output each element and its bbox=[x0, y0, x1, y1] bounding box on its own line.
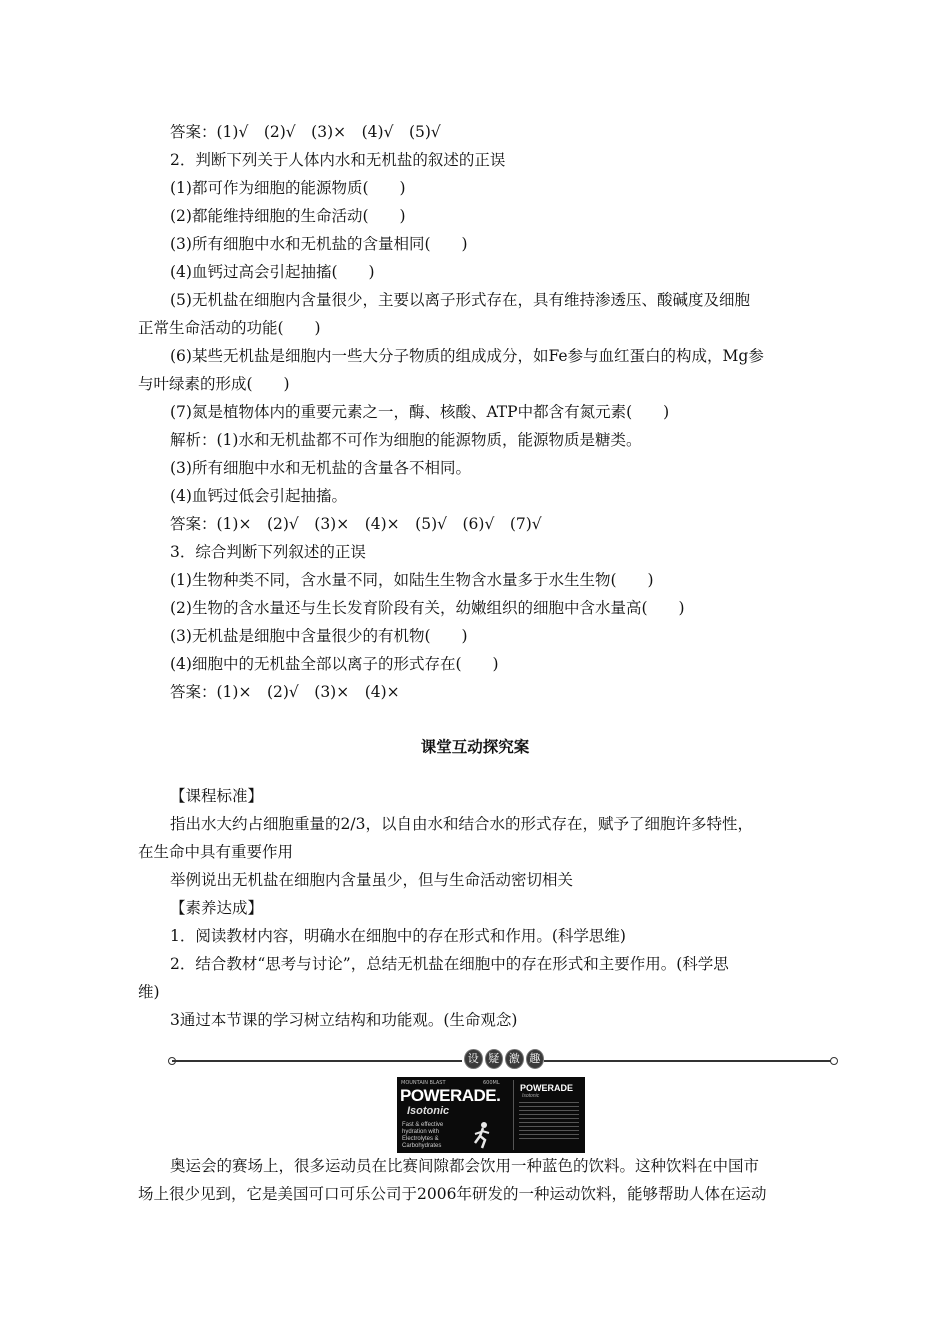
ad-subbrand: Isotonic bbox=[407, 1105, 450, 1117]
intro-paragraph-line-1: 奥运会的赛场上，很多运动员在比赛间隙都会饮用一种蓝色的饮料。这种饮料在中国市 bbox=[170, 1157, 760, 1175]
literacy-line-2: 2．结合教材“思考与讨论”，总结无机盐在细胞中的存在形式和主要作用。(科学思 bbox=[170, 955, 729, 973]
runner-icon bbox=[471, 1121, 493, 1149]
q2-item-7: (7)氮是植物体内的重要元素之一，酶、核酸、ATP中都含有氮元素( ) bbox=[170, 403, 670, 421]
literacy-line-1: 1．阅读教材内容，明确水在细胞中的存在形式和作用。(科学思维) bbox=[170, 927, 626, 945]
q3-item-1: (1)生物种类不同，含水量不同，如陆生生物含水量多于水生生物( ) bbox=[170, 571, 654, 589]
ad-panel-fineprint bbox=[519, 1102, 579, 1142]
banner-rule-right bbox=[544, 1060, 832, 1062]
ad-description: Fast & effective hydration with Electrolytes & Carbohydrates bbox=[402, 1122, 444, 1149]
section-banner bbox=[168, 1048, 840, 1072]
ad-panel-brand: POWERADE bbox=[520, 1083, 574, 1093]
q2-item-6-line2: 与叶绿素的形成( ) bbox=[138, 375, 290, 393]
q3-item-2: (2)生物的含水量还与生长发育阶段有关，幼嫩组织的细胞中含水量高( ) bbox=[170, 599, 685, 617]
banner-badges bbox=[464, 1049, 544, 1071]
q2-item-4: (4)血钙过高会引起抽搐( ) bbox=[170, 263, 375, 281]
question-2-title: 2．判断下列关于人体内水和无机盐的叙述的正误 bbox=[170, 151, 506, 169]
answer-line-2: 答案：(1)× (2)√ (3)× (4)× (5)√ (6)√ (7)√ bbox=[170, 515, 542, 533]
banner-char: 设 bbox=[464, 1049, 483, 1069]
q2-item-5-line1: (5)无机盐在细胞内含量很少，主要以离子形式存在，具有维持渗透压、酸碱度及细胞 bbox=[170, 291, 750, 309]
ad-panel-sub: Isotonic bbox=[522, 1093, 540, 1099]
section-heading: 课堂互动探究案 bbox=[420, 738, 530, 756]
ad-flavor-text: MOUNTAIN BLAST bbox=[401, 1080, 446, 1086]
q2-item-3: (3)所有细胞中水和无机盐的含量相同( ) bbox=[170, 235, 468, 253]
banner-char: 激 bbox=[505, 1049, 524, 1069]
standards-line-2: 在生命中具有重要作用 bbox=[138, 843, 294, 861]
q2-item-1: (1)都可作为细胞的能源物质( ) bbox=[170, 179, 406, 197]
q2-item-2: (2)都能维持细胞的生命活动( ) bbox=[170, 207, 406, 225]
intro-paragraph-line-2: 场上很少见到，它是美国可口可乐公司于2006年研发的一种运动饮料，能够帮助人体在运动 bbox=[138, 1185, 767, 1203]
literacy-line-3: 维) bbox=[138, 983, 160, 1001]
standards-line-3: 举例说出无机盐在细胞内含量虽少，但与生命活动密切相关 bbox=[170, 871, 574, 889]
powerade-product-image bbox=[397, 1077, 585, 1153]
q2-item-6-line1: (6)某些无机盐是细胞内一些大分子物质的组成成分，如Fe参与血红蛋白的构成，Mg参 bbox=[170, 347, 764, 365]
q3-item-4: (4)细胞中的无机盐全部以离子的形式存在( ) bbox=[170, 655, 499, 673]
ad-side-panel bbox=[513, 1080, 583, 1150]
banner-char: 趣 bbox=[526, 1049, 545, 1069]
literacy-label: 【素养达成】 bbox=[170, 899, 264, 917]
answer-line-1: 答案：(1)√ (2)√ (3)× (4)√ (5)√ bbox=[170, 123, 441, 141]
analysis-line-3: (4)血钙过低会引起抽搐。 bbox=[170, 487, 347, 505]
q3-item-3: (3)无机盐是细胞中含量很少的有机物( ) bbox=[170, 627, 468, 645]
question-3-title: 3．综合判断下列叙述的正误 bbox=[170, 543, 366, 561]
ad-volume-text: 600ML bbox=[483, 1080, 500, 1086]
analysis-line-1: 解析：(1)水和无机盐都不可作为细胞的能源物质，能源物质是糖类。 bbox=[170, 431, 642, 449]
ad-brand: POWERADE. bbox=[400, 1086, 501, 1105]
banner-rule-left bbox=[172, 1060, 462, 1062]
banner-cap-right bbox=[830, 1057, 838, 1065]
answer-line-3: 答案：(1)× (2)√ (3)× (4)× bbox=[170, 683, 400, 701]
q2-item-5-line2: 正常生命活动的功能( ) bbox=[138, 319, 321, 337]
banner-char: 疑 bbox=[485, 1049, 504, 1069]
analysis-line-2: (3)所有细胞中水和无机盐的含量各不相同。 bbox=[170, 459, 471, 477]
standards-line-1: 指出水大约占细胞重量的2/3，以自由水和结合水的形式存在，赋予了细胞许多特性， bbox=[170, 815, 753, 833]
standards-label: 【课程标准】 bbox=[170, 787, 264, 805]
literacy-line-4: 3通过本节课的学习树立结构和功能观。(生命观念) bbox=[170, 1011, 518, 1029]
